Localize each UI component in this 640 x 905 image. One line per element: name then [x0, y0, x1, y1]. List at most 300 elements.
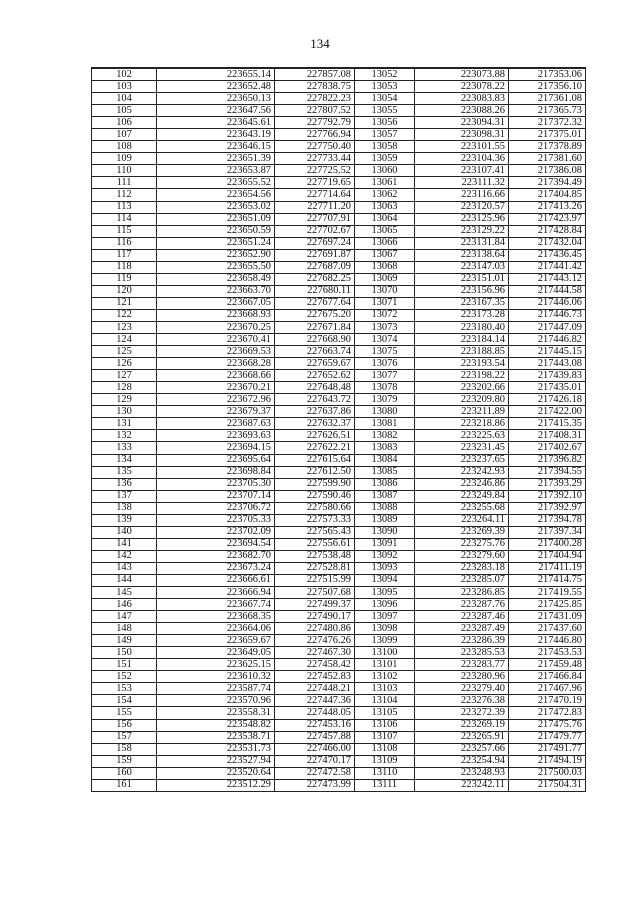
point-number-a-cell: 103 [92, 81, 157, 93]
point-number-b-cell: 13073 [355, 321, 415, 333]
point-number-a-cell: 126 [92, 358, 157, 370]
y-coordinate-a-cell: 227453.16 [275, 719, 355, 731]
x-coordinate-b-cell: 223254.94 [415, 755, 509, 767]
point-number-a-cell: 104 [92, 93, 157, 105]
y-coordinate-b-cell: 217375.01 [509, 129, 586, 141]
table-row [92, 755, 586, 767]
y-coordinate-b-cell: 217467.96 [509, 683, 586, 695]
point-number-b-cell: 13108 [355, 743, 415, 755]
point-number-a-cell: 105 [92, 105, 157, 117]
point-number-b-cell: 13088 [355, 502, 415, 514]
y-coordinate-a-cell: 227766.94 [275, 129, 355, 141]
y-coordinate-a-cell: 227490.17 [275, 611, 355, 623]
table-row [92, 599, 586, 611]
y-coordinate-b-cell: 217378.89 [509, 141, 586, 153]
point-number-b-cell: 13071 [355, 297, 415, 309]
x-coordinate-b-cell: 223237.65 [415, 454, 509, 466]
y-coordinate-a-cell: 227466.00 [275, 743, 355, 755]
point-number-b-cell: 13065 [355, 225, 415, 237]
point-number-a-cell: 112 [92, 189, 157, 201]
y-coordinate-a-cell: 227687.09 [275, 261, 355, 273]
x-coordinate-a-cell: 223668.66 [157, 370, 275, 382]
table-row [92, 502, 586, 514]
x-coordinate-b-cell: 223188.85 [415, 346, 509, 358]
y-coordinate-a-cell: 227538.48 [275, 550, 355, 562]
y-coordinate-b-cell: 217491.77 [509, 743, 586, 755]
x-coordinate-a-cell: 223646.15 [157, 141, 275, 153]
point-number-a-cell: 120 [92, 285, 157, 297]
y-coordinate-b-cell: 217413.26 [509, 201, 586, 213]
y-coordinate-b-cell: 217494.19 [509, 755, 586, 767]
point-number-a-cell: 111 [92, 177, 157, 189]
y-coordinate-b-cell: 217441.42 [509, 261, 586, 273]
y-coordinate-b-cell: 217396.82 [509, 454, 586, 466]
point-number-a-cell: 135 [92, 466, 157, 478]
x-coordinate-a-cell: 223705.30 [157, 478, 275, 490]
point-number-b-cell: 13094 [355, 574, 415, 586]
y-coordinate-b-cell: 217432.04 [509, 237, 586, 249]
point-number-a-cell: 151 [92, 659, 157, 671]
point-number-a-cell: 106 [92, 117, 157, 129]
table-row [92, 273, 586, 285]
table-row [92, 526, 586, 538]
x-coordinate-a-cell: 223707.14 [157, 490, 275, 502]
x-coordinate-b-cell: 223129.22 [415, 225, 509, 237]
table-row [92, 129, 586, 141]
point-number-b-cell: 13107 [355, 731, 415, 743]
y-coordinate-b-cell: 217470.19 [509, 695, 586, 707]
x-coordinate-a-cell: 223702.09 [157, 526, 275, 538]
x-coordinate-a-cell: 223687.63 [157, 418, 275, 430]
coordinates-table-body [92, 68, 586, 791]
table-row [92, 623, 586, 635]
x-coordinate-b-cell: 223231.45 [415, 442, 509, 454]
point-number-b-cell: 13077 [355, 370, 415, 382]
point-number-b-cell: 13074 [355, 334, 415, 346]
y-coordinate-a-cell: 227663.74 [275, 346, 355, 358]
x-coordinate-a-cell: 223667.74 [157, 599, 275, 611]
y-coordinate-a-cell: 227792.79 [275, 117, 355, 129]
y-coordinate-b-cell: 217475.76 [509, 719, 586, 731]
point-number-b-cell: 13101 [355, 659, 415, 671]
y-coordinate-b-cell: 217402.67 [509, 442, 586, 454]
point-number-b-cell: 13111 [355, 779, 415, 791]
table-row [92, 153, 586, 165]
point-number-a-cell: 118 [92, 261, 157, 273]
table-row [92, 358, 586, 370]
x-coordinate-a-cell: 223668.28 [157, 358, 275, 370]
point-number-a-cell: 156 [92, 719, 157, 731]
x-coordinate-a-cell: 223705.33 [157, 514, 275, 526]
point-number-b-cell: 13105 [355, 707, 415, 719]
x-coordinate-a-cell: 223650.59 [157, 225, 275, 237]
point-number-b-cell: 13063 [355, 201, 415, 213]
y-coordinate-b-cell: 217356.10 [509, 81, 586, 93]
point-number-a-cell: 133 [92, 442, 157, 454]
x-coordinate-b-cell: 223272.39 [415, 707, 509, 719]
y-coordinate-a-cell: 227659.67 [275, 358, 355, 370]
point-number-a-cell: 110 [92, 165, 157, 177]
y-coordinate-b-cell: 217414.75 [509, 574, 586, 586]
y-coordinate-a-cell: 227452.83 [275, 671, 355, 683]
x-coordinate-a-cell: 223538.71 [157, 731, 275, 743]
point-number-a-cell: 147 [92, 611, 157, 623]
x-coordinate-a-cell: 223668.93 [157, 309, 275, 321]
x-coordinate-b-cell: 223094.31 [415, 117, 509, 129]
table-row [92, 177, 586, 189]
x-coordinate-a-cell: 223706.72 [157, 502, 275, 514]
x-coordinate-b-cell: 223088.26 [415, 105, 509, 117]
point-number-b-cell: 13103 [355, 683, 415, 695]
y-coordinate-b-cell: 217392.10 [509, 490, 586, 502]
point-number-b-cell: 13093 [355, 562, 415, 574]
y-coordinate-a-cell: 227447.36 [275, 695, 355, 707]
point-number-b-cell: 13095 [355, 587, 415, 599]
x-coordinate-b-cell: 223269.39 [415, 526, 509, 538]
table-row [92, 225, 586, 237]
point-number-a-cell: 121 [92, 297, 157, 309]
x-coordinate-b-cell: 223209.80 [415, 394, 509, 406]
y-coordinate-b-cell: 217453.53 [509, 647, 586, 659]
point-number-b-cell: 13076 [355, 358, 415, 370]
point-number-b-cell: 13052 [355, 68, 415, 81]
y-coordinate-a-cell: 227725.52 [275, 165, 355, 177]
x-coordinate-a-cell: 223653.02 [157, 201, 275, 213]
x-coordinate-a-cell: 223587.74 [157, 683, 275, 695]
point-number-b-cell: 13086 [355, 478, 415, 490]
x-coordinate-b-cell: 223287.76 [415, 599, 509, 611]
x-coordinate-a-cell: 223512.29 [157, 779, 275, 791]
y-coordinate-a-cell: 227707.91 [275, 213, 355, 225]
x-coordinate-b-cell: 223248.93 [415, 767, 509, 779]
table-row [92, 731, 586, 743]
point-number-b-cell: 13087 [355, 490, 415, 502]
point-number-b-cell: 13081 [355, 418, 415, 430]
table-row [92, 346, 586, 358]
y-coordinate-a-cell: 227838.75 [275, 81, 355, 93]
y-coordinate-a-cell: 227528.81 [275, 562, 355, 574]
y-coordinate-b-cell: 217445.15 [509, 346, 586, 358]
point-number-b-cell: 13096 [355, 599, 415, 611]
y-coordinate-a-cell: 227470.17 [275, 755, 355, 767]
point-number-b-cell: 13055 [355, 105, 415, 117]
x-coordinate-a-cell: 223649.05 [157, 647, 275, 659]
x-coordinate-a-cell: 223548.82 [157, 719, 275, 731]
point-number-a-cell: 150 [92, 647, 157, 659]
table-row [92, 635, 586, 647]
x-coordinate-b-cell: 223255.68 [415, 502, 509, 514]
point-number-a-cell: 102 [92, 68, 157, 81]
y-coordinate-b-cell: 217500.03 [509, 767, 586, 779]
point-number-a-cell: 107 [92, 129, 157, 141]
y-coordinate-a-cell: 227622.21 [275, 442, 355, 454]
x-coordinate-b-cell: 223202.66 [415, 382, 509, 394]
table-row [92, 779, 586, 791]
y-coordinate-b-cell: 217472.83 [509, 707, 586, 719]
y-coordinate-a-cell: 227652.62 [275, 370, 355, 382]
table-row [92, 743, 586, 755]
point-number-b-cell: 13097 [355, 611, 415, 623]
table-row [92, 430, 586, 442]
table-row [92, 93, 586, 105]
point-number-b-cell: 13064 [355, 213, 415, 225]
table-row [92, 68, 586, 81]
y-coordinate-a-cell: 227807.52 [275, 105, 355, 117]
x-coordinate-b-cell: 223078.22 [415, 81, 509, 93]
x-coordinate-b-cell: 223198.22 [415, 370, 509, 382]
point-number-b-cell: 13070 [355, 285, 415, 297]
y-coordinate-a-cell: 227458.42 [275, 659, 355, 671]
x-coordinate-b-cell: 223211.89 [415, 406, 509, 418]
table-row [92, 213, 586, 225]
point-number-b-cell: 13084 [355, 454, 415, 466]
point-number-b-cell: 13078 [355, 382, 415, 394]
y-coordinate-b-cell: 217439.83 [509, 370, 586, 382]
y-coordinate-a-cell: 227467.30 [275, 647, 355, 659]
x-coordinate-b-cell: 223107.41 [415, 165, 509, 177]
x-coordinate-a-cell: 223520.64 [157, 767, 275, 779]
table-row [92, 454, 586, 466]
x-coordinate-b-cell: 223083.83 [415, 93, 509, 105]
y-coordinate-b-cell: 217446.80 [509, 635, 586, 647]
y-coordinate-b-cell: 217372.32 [509, 117, 586, 129]
x-coordinate-a-cell: 223655.14 [157, 68, 275, 81]
x-coordinate-a-cell: 223531.73 [157, 743, 275, 755]
point-number-a-cell: 108 [92, 141, 157, 153]
y-coordinate-a-cell: 227691.87 [275, 249, 355, 261]
x-coordinate-a-cell: 223558.31 [157, 707, 275, 719]
y-coordinate-a-cell: 227556.61 [275, 538, 355, 550]
x-coordinate-b-cell: 223116.66 [415, 189, 509, 201]
table-row [92, 334, 586, 346]
x-coordinate-b-cell: 223285.53 [415, 647, 509, 659]
point-number-a-cell: 158 [92, 743, 157, 755]
point-number-a-cell: 113 [92, 201, 157, 213]
point-number-b-cell: 13075 [355, 346, 415, 358]
point-number-a-cell: 123 [92, 321, 157, 333]
point-number-a-cell: 143 [92, 562, 157, 574]
y-coordinate-a-cell: 227573.33 [275, 514, 355, 526]
table-row [92, 719, 586, 731]
y-coordinate-b-cell: 217393.29 [509, 478, 586, 490]
point-number-b-cell: 13110 [355, 767, 415, 779]
y-coordinate-b-cell: 217400.28 [509, 538, 586, 550]
table-row [92, 647, 586, 659]
y-coordinate-a-cell: 227473.99 [275, 779, 355, 791]
table-row [92, 767, 586, 779]
x-coordinate-b-cell: 223286.85 [415, 587, 509, 599]
point-number-a-cell: 132 [92, 430, 157, 442]
x-coordinate-b-cell: 223173.28 [415, 309, 509, 321]
y-coordinate-a-cell: 227448.05 [275, 707, 355, 719]
x-coordinate-a-cell: 223652.48 [157, 81, 275, 93]
y-coordinate-b-cell: 217446.82 [509, 334, 586, 346]
x-coordinate-a-cell: 223651.09 [157, 213, 275, 225]
table-row [92, 141, 586, 153]
y-coordinate-a-cell: 227515.99 [275, 574, 355, 586]
point-number-b-cell: 13058 [355, 141, 415, 153]
x-coordinate-b-cell: 223147.03 [415, 261, 509, 273]
point-number-a-cell: 140 [92, 526, 157, 538]
point-number-a-cell: 146 [92, 599, 157, 611]
point-number-a-cell: 145 [92, 587, 157, 599]
table-row [92, 261, 586, 273]
point-number-a-cell: 130 [92, 406, 157, 418]
y-coordinate-a-cell: 227822.23 [275, 93, 355, 105]
x-coordinate-a-cell: 223666.61 [157, 574, 275, 586]
point-number-a-cell: 134 [92, 454, 157, 466]
y-coordinate-a-cell: 227507.68 [275, 587, 355, 599]
table-row [92, 466, 586, 478]
x-coordinate-b-cell: 223167.35 [415, 297, 509, 309]
point-number-b-cell: 13109 [355, 755, 415, 767]
point-number-a-cell: 142 [92, 550, 157, 562]
x-coordinate-a-cell: 223651.24 [157, 237, 275, 249]
point-number-a-cell: 155 [92, 707, 157, 719]
point-number-b-cell: 13090 [355, 526, 415, 538]
table-row [92, 478, 586, 490]
y-coordinate-a-cell: 227590.46 [275, 490, 355, 502]
point-number-b-cell: 13082 [355, 430, 415, 442]
y-coordinate-b-cell: 217394.78 [509, 514, 586, 526]
point-number-b-cell: 13068 [355, 261, 415, 273]
point-number-b-cell: 13104 [355, 695, 415, 707]
y-coordinate-b-cell: 217404.85 [509, 189, 586, 201]
x-coordinate-b-cell: 223111.32 [415, 177, 509, 189]
table-row [92, 562, 586, 574]
table-row [92, 105, 586, 117]
page-number: 134 [310, 36, 330, 51]
y-coordinate-a-cell: 227612.50 [275, 466, 355, 478]
table-row [92, 683, 586, 695]
x-coordinate-b-cell: 223104.36 [415, 153, 509, 165]
table-row [92, 707, 586, 719]
point-number-a-cell: 115 [92, 225, 157, 237]
x-coordinate-b-cell: 223193.54 [415, 358, 509, 370]
point-number-a-cell: 136 [92, 478, 157, 490]
point-number-a-cell: 159 [92, 755, 157, 767]
point-number-b-cell: 13092 [355, 550, 415, 562]
y-coordinate-a-cell: 227637.86 [275, 406, 355, 418]
point-number-b-cell: 13102 [355, 671, 415, 683]
point-number-a-cell: 157 [92, 731, 157, 743]
y-coordinate-b-cell: 217436.45 [509, 249, 586, 261]
table-row [92, 189, 586, 201]
point-number-a-cell: 153 [92, 683, 157, 695]
point-number-b-cell: 13061 [355, 177, 415, 189]
x-coordinate-b-cell: 223184.14 [415, 334, 509, 346]
x-coordinate-b-cell: 223073.88 [415, 68, 509, 81]
y-coordinate-b-cell: 217466.84 [509, 671, 586, 683]
point-number-a-cell: 160 [92, 767, 157, 779]
point-number-b-cell: 13062 [355, 189, 415, 201]
y-coordinate-a-cell: 227480.86 [275, 623, 355, 635]
table-row [92, 574, 586, 586]
point-number-a-cell: 125 [92, 346, 157, 358]
table-row [92, 321, 586, 333]
point-number-b-cell: 13079 [355, 394, 415, 406]
y-coordinate-b-cell: 217446.73 [509, 309, 586, 321]
x-coordinate-b-cell: 223286.39 [415, 635, 509, 647]
y-coordinate-a-cell: 227599.90 [275, 478, 355, 490]
y-coordinate-b-cell: 217386.08 [509, 165, 586, 177]
y-coordinate-a-cell: 227565.43 [275, 526, 355, 538]
y-coordinate-b-cell: 217381.60 [509, 153, 586, 165]
table-row [92, 285, 586, 297]
y-coordinate-b-cell: 217408.31 [509, 430, 586, 442]
table-row [92, 382, 586, 394]
y-coordinate-a-cell: 227668.90 [275, 334, 355, 346]
x-coordinate-b-cell: 223131.84 [415, 237, 509, 249]
x-coordinate-a-cell: 223695.64 [157, 454, 275, 466]
y-coordinate-b-cell: 217437.60 [509, 623, 586, 635]
x-coordinate-b-cell: 223287.49 [415, 623, 509, 635]
table-row [92, 81, 586, 93]
x-coordinate-a-cell: 223693.63 [157, 430, 275, 442]
point-number-a-cell: 127 [92, 370, 157, 382]
point-number-b-cell: 13080 [355, 406, 415, 418]
x-coordinate-a-cell: 223679.37 [157, 406, 275, 418]
point-number-a-cell: 139 [92, 514, 157, 526]
point-number-b-cell: 13054 [355, 93, 415, 105]
point-number-a-cell: 109 [92, 153, 157, 165]
y-coordinate-b-cell: 217404.94 [509, 550, 586, 562]
x-coordinate-b-cell: 223156.96 [415, 285, 509, 297]
x-coordinate-a-cell: 223669.53 [157, 346, 275, 358]
x-coordinate-a-cell: 223663.70 [157, 285, 275, 297]
point-number-b-cell: 13089 [355, 514, 415, 526]
y-coordinate-b-cell: 217353.06 [509, 68, 586, 81]
y-coordinate-a-cell: 227476.26 [275, 635, 355, 647]
x-coordinate-a-cell: 223625.15 [157, 659, 275, 671]
y-coordinate-a-cell: 227680.11 [275, 285, 355, 297]
y-coordinate-b-cell: 217431.09 [509, 611, 586, 623]
x-coordinate-a-cell: 223654.56 [157, 189, 275, 201]
point-number-a-cell: 116 [92, 237, 157, 249]
y-coordinate-a-cell: 227615.64 [275, 454, 355, 466]
y-coordinate-b-cell: 217459.48 [509, 659, 586, 671]
point-number-b-cell: 13059 [355, 153, 415, 165]
point-number-b-cell: 13053 [355, 81, 415, 93]
point-number-b-cell: 13100 [355, 647, 415, 659]
y-coordinate-a-cell: 227682.25 [275, 273, 355, 285]
point-number-a-cell: 148 [92, 623, 157, 635]
x-coordinate-a-cell: 223645.61 [157, 117, 275, 129]
y-coordinate-b-cell: 217479.77 [509, 731, 586, 743]
x-coordinate-b-cell: 223242.93 [415, 466, 509, 478]
x-coordinate-b-cell: 223218.86 [415, 418, 509, 430]
x-coordinate-a-cell: 223658.49 [157, 273, 275, 285]
y-coordinate-b-cell: 217415.35 [509, 418, 586, 430]
x-coordinate-a-cell: 223666.94 [157, 587, 275, 599]
table-row [92, 237, 586, 249]
x-coordinate-b-cell: 223246.86 [415, 478, 509, 490]
x-coordinate-b-cell: 223180.40 [415, 321, 509, 333]
y-coordinate-b-cell: 217394.55 [509, 466, 586, 478]
x-coordinate-b-cell: 223279.60 [415, 550, 509, 562]
y-coordinate-a-cell: 227643.72 [275, 394, 355, 406]
y-coordinate-a-cell: 227499.37 [275, 599, 355, 611]
x-coordinate-a-cell: 223667.05 [157, 297, 275, 309]
point-number-a-cell: 141 [92, 538, 157, 550]
x-coordinate-b-cell: 223279.40 [415, 683, 509, 695]
x-coordinate-b-cell: 223257.66 [415, 743, 509, 755]
table-row [92, 117, 586, 129]
x-coordinate-b-cell: 223265.91 [415, 731, 509, 743]
point-number-b-cell: 13069 [355, 273, 415, 285]
x-coordinate-a-cell: 223570.96 [157, 695, 275, 707]
x-coordinate-b-cell: 223275.76 [415, 538, 509, 550]
